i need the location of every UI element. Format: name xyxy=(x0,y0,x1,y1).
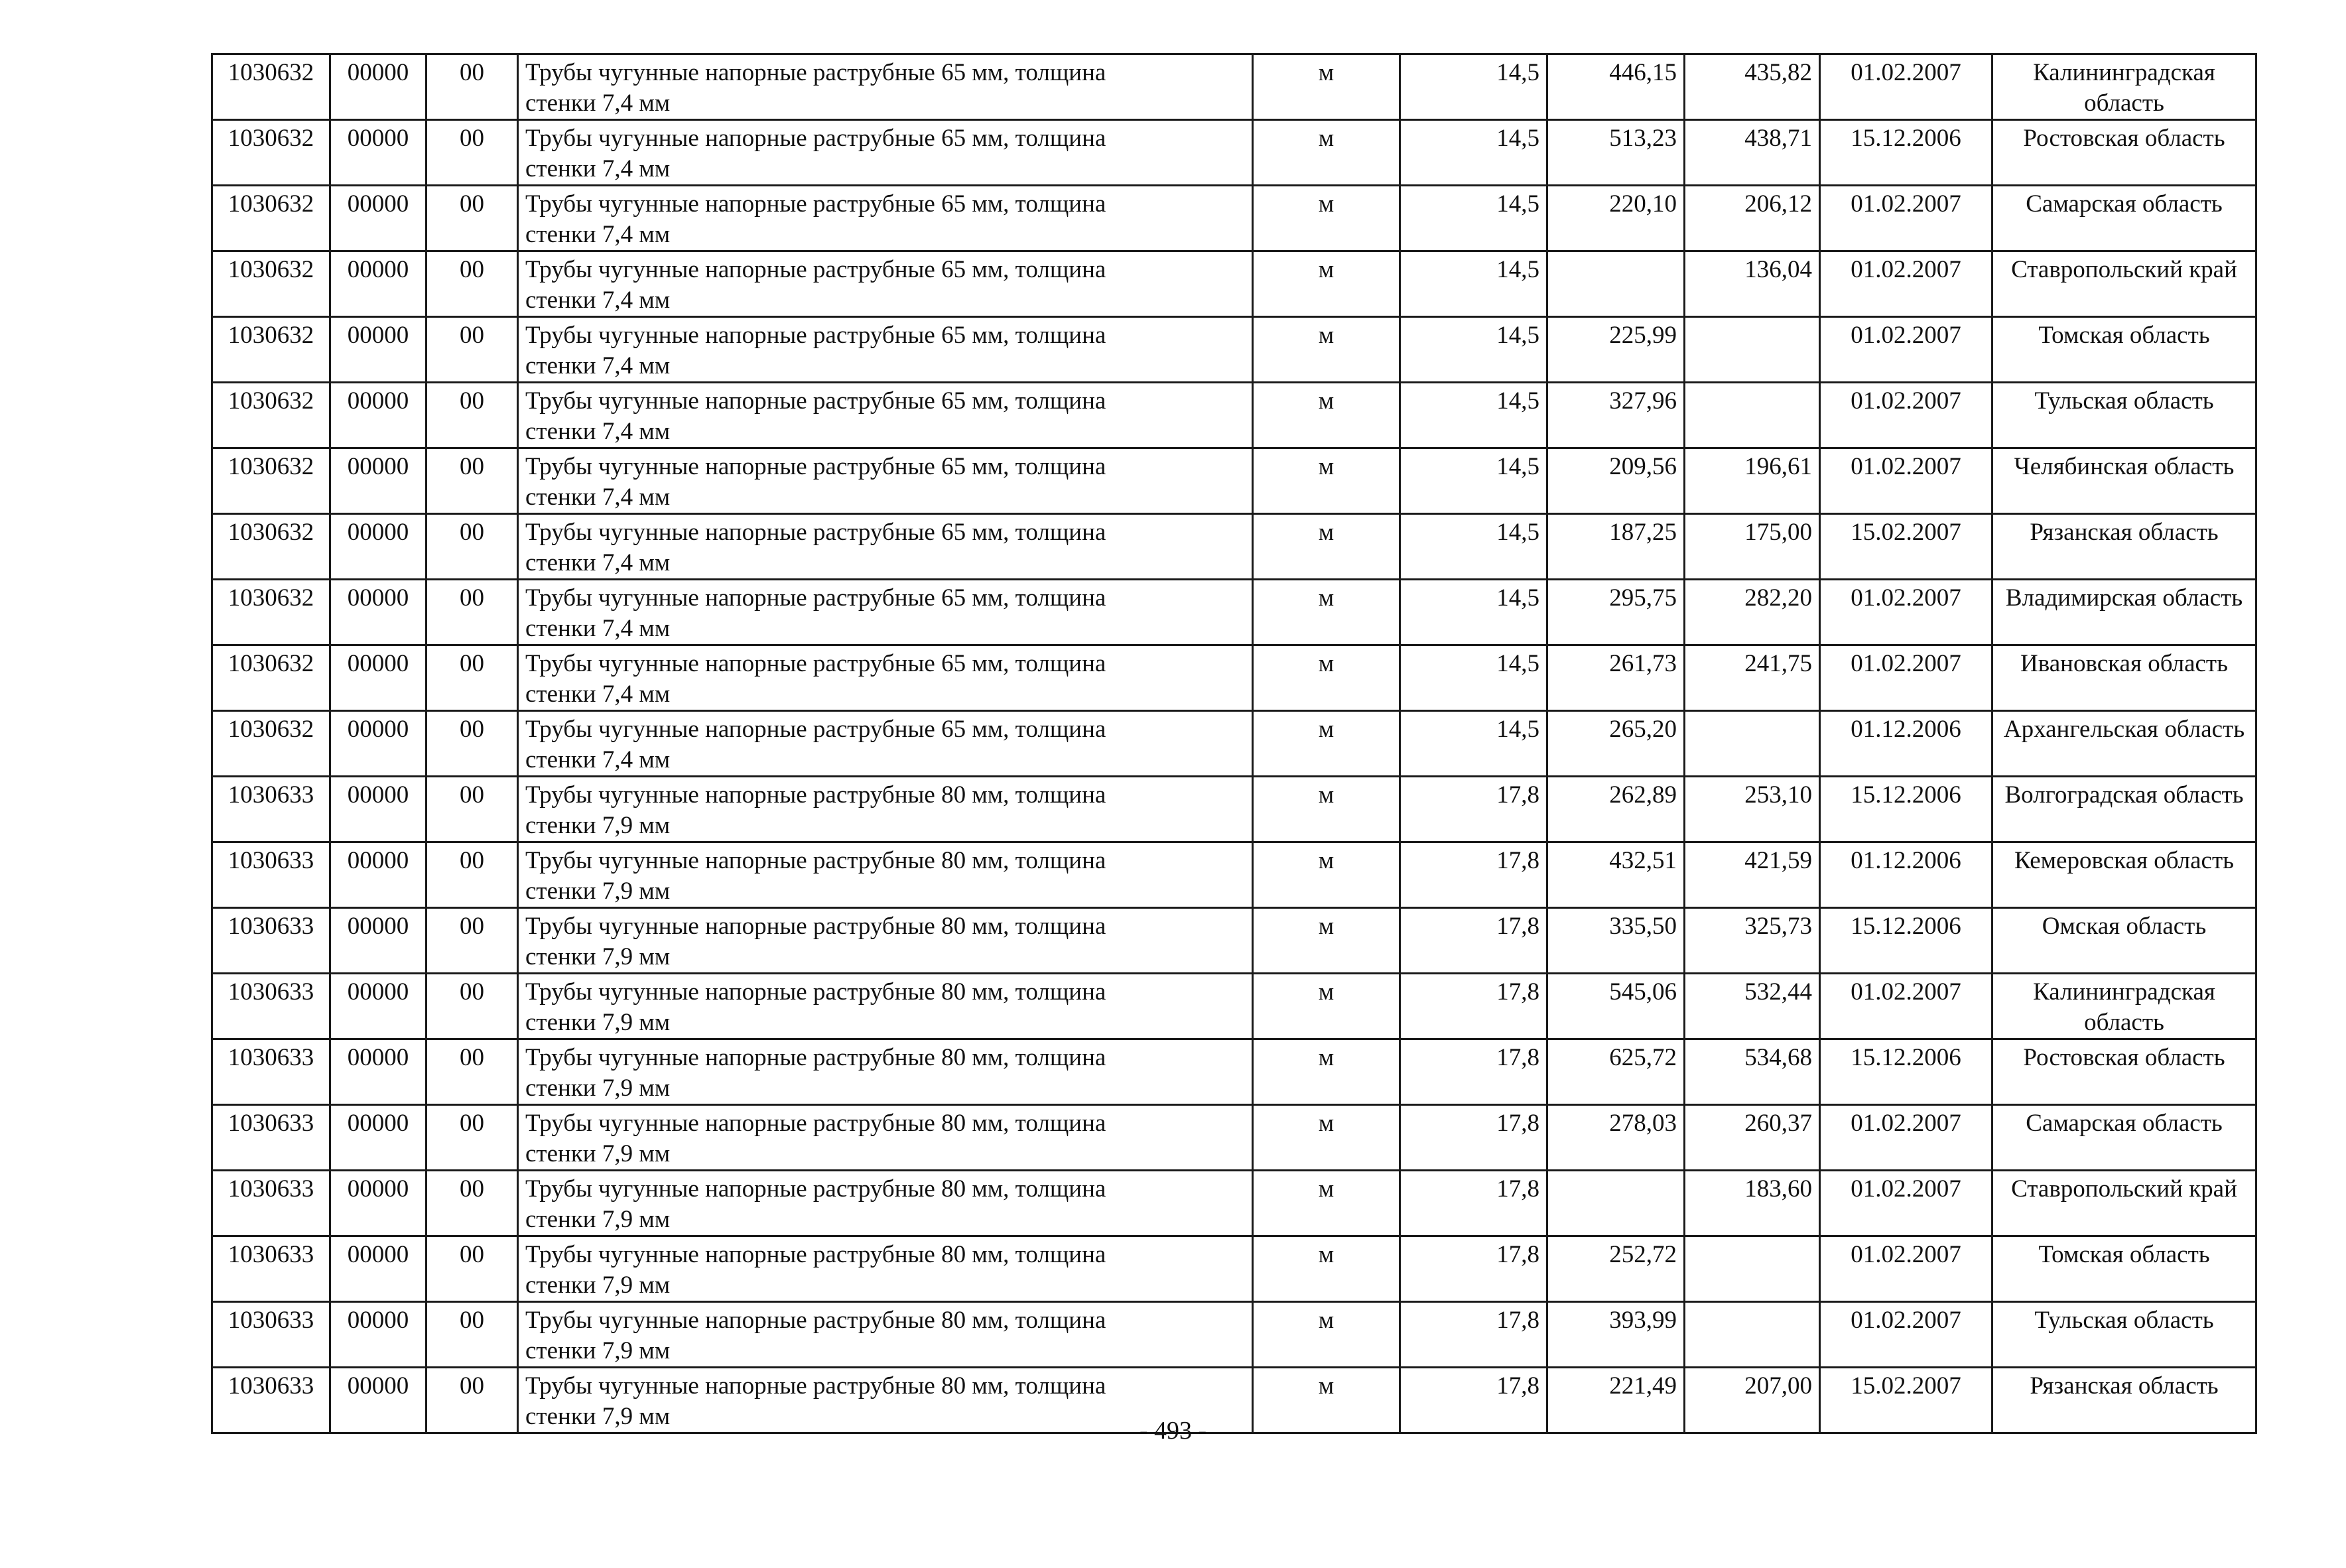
item-name-line-2: стенки 7,9 мм xyxy=(525,812,671,839)
item-name-cell xyxy=(518,1171,1253,1236)
item-name-line-2: стенки 7,9 мм xyxy=(525,878,671,905)
price-2-cell xyxy=(1685,317,1820,383)
region-cell: Омская область xyxy=(1992,908,2256,974)
item-name-line-2: стенки 7,9 мм xyxy=(525,943,671,970)
item-code-cell: 1030632 xyxy=(212,580,330,645)
item-code-cell: 1030633 xyxy=(212,974,330,1039)
price-2-cell: 196,61 xyxy=(1685,448,1820,514)
weight-cell: 17,8 xyxy=(1400,842,1547,908)
item-code-cell: 1030632 xyxy=(212,317,330,383)
item-code-cell: 1030632 xyxy=(212,711,330,777)
subcode-cell: 00000 xyxy=(330,1368,426,1433)
unit-cell: м xyxy=(1253,1171,1400,1236)
unit-cell: м xyxy=(1253,777,1400,842)
item-code-cell: 1030632 xyxy=(212,120,330,186)
unit-cell: м xyxy=(1253,120,1400,186)
region-cell: Калининградская область xyxy=(1992,974,2256,1039)
weight-cell: 14,5 xyxy=(1400,120,1547,186)
item-name-cell xyxy=(518,645,1253,711)
item-name-line-2: стенки 7,9 мм xyxy=(525,1337,671,1364)
item-name-line-2: стенки 7,4 мм xyxy=(525,418,671,445)
item-name-line-1: Трубы чугунные напорные раструбные 80 мм, толщина xyxy=(525,1044,1106,1071)
suffix-cell: 00 xyxy=(426,645,518,711)
price-1-cell: 278,03 xyxy=(1547,1105,1685,1171)
region-cell: Рязанская область xyxy=(1992,514,2256,580)
suffix-cell: 00 xyxy=(426,448,518,514)
item-name-cell xyxy=(518,514,1253,580)
suffix-cell: 00 xyxy=(426,186,518,251)
item-name-cell xyxy=(518,580,1253,645)
price-2-cell: 207,00 xyxy=(1685,1368,1820,1433)
region-cell: Ивановская область xyxy=(1992,645,2256,711)
table-row xyxy=(212,54,2256,120)
suffix-cell: 00 xyxy=(426,711,518,777)
unit-cell: м xyxy=(1253,251,1400,317)
region-cell: Тульская область xyxy=(1992,1302,2256,1368)
subcode-cell: 00000 xyxy=(330,580,426,645)
date-cell: 01.02.2007 xyxy=(1820,1171,1992,1236)
item-name-line-1: Трубы чугунные напорные раструбные 65 мм, толщина xyxy=(525,387,1106,415)
item-name-line-2: стенки 7,4 мм xyxy=(525,90,671,117)
date-cell: 01.02.2007 xyxy=(1820,1302,1992,1368)
item-code-cell: 1030632 xyxy=(212,251,330,317)
weight-cell: 14,5 xyxy=(1400,645,1547,711)
item-name-line-2: стенки 7,9 мм xyxy=(525,1075,671,1102)
date-cell: 01.02.2007 xyxy=(1820,317,1992,383)
item-name-cell xyxy=(518,317,1253,383)
region-cell: Томская область xyxy=(1992,317,2256,383)
item-code-cell: 1030632 xyxy=(212,448,330,514)
unit-cell: м xyxy=(1253,1302,1400,1368)
weight-cell: 17,8 xyxy=(1400,1105,1547,1171)
price-2-cell: 260,37 xyxy=(1685,1105,1820,1171)
table-row xyxy=(212,711,2256,777)
subcode-cell: 00000 xyxy=(330,842,426,908)
subcode-cell: 00000 xyxy=(330,1236,426,1302)
price-table xyxy=(211,53,2257,1434)
region-cell: Кемеровская область xyxy=(1992,842,2256,908)
date-cell: 01.02.2007 xyxy=(1820,448,1992,514)
price-1-cell: 327,96 xyxy=(1547,383,1685,448)
item-code-cell: 1030632 xyxy=(212,186,330,251)
price-2-cell xyxy=(1685,1236,1820,1302)
price-1-cell: 446,15 xyxy=(1547,54,1685,120)
item-name-cell xyxy=(518,1302,1253,1368)
suffix-cell: 00 xyxy=(426,842,518,908)
suffix-cell: 00 xyxy=(426,317,518,383)
unit-cell: м xyxy=(1253,1236,1400,1302)
region-cell: Волгоградская область xyxy=(1992,777,2256,842)
price-1-cell: 221,49 xyxy=(1547,1368,1685,1433)
price-2-cell xyxy=(1685,1302,1820,1368)
weight-cell: 17,8 xyxy=(1400,908,1547,974)
price-1-cell: 261,73 xyxy=(1547,645,1685,711)
region-cell: Ростовская область xyxy=(1992,120,2256,186)
date-cell: 15.12.2006 xyxy=(1820,908,1992,974)
unit-cell: м xyxy=(1253,383,1400,448)
subcode-cell: 00000 xyxy=(330,777,426,842)
date-cell: 01.02.2007 xyxy=(1820,54,1992,120)
price-1-cell: 335,50 xyxy=(1547,908,1685,974)
region-cell: Самарская область xyxy=(1992,186,2256,251)
suffix-cell: 00 xyxy=(426,908,518,974)
item-name-line-2: стенки 7,9 мм xyxy=(525,1140,671,1167)
item-name-line-1: Трубы чугунные напорные раструбные 65 мм, толщина xyxy=(525,584,1106,612)
table-row xyxy=(212,186,2256,251)
price-2-cell: 282,20 xyxy=(1685,580,1820,645)
date-cell: 01.02.2007 xyxy=(1820,1236,1992,1302)
suffix-cell: 00 xyxy=(426,1105,518,1171)
suffix-cell: 00 xyxy=(426,580,518,645)
item-code-cell: 1030633 xyxy=(212,1105,330,1171)
page-number: - 493 - xyxy=(1139,1417,1207,1445)
price-2-cell xyxy=(1685,711,1820,777)
region-cell: Челябинская область xyxy=(1992,448,2256,514)
item-code-cell: 1030633 xyxy=(212,842,330,908)
price-2-cell: 206,12 xyxy=(1685,186,1820,251)
weight-cell: 17,8 xyxy=(1400,974,1547,1039)
table-row xyxy=(212,842,2256,908)
price-2-cell xyxy=(1685,383,1820,448)
date-cell: 01.02.2007 xyxy=(1820,1105,1992,1171)
item-name-line-2: стенки 7,4 мм xyxy=(525,615,671,642)
suffix-cell: 00 xyxy=(426,1302,518,1368)
item-name-line-1: Трубы чугунные напорные раструбные 80 мм, толщина xyxy=(525,978,1106,1006)
region-cell: Ростовская область xyxy=(1992,1039,2256,1105)
suffix-cell: 00 xyxy=(426,1039,518,1105)
item-code-cell: 1030633 xyxy=(212,908,330,974)
table-row xyxy=(212,580,2256,645)
item-name-line-1: Трубы чугунные напорные раструбные 80 мм, толщина xyxy=(525,913,1106,940)
price-1-cell: 252,72 xyxy=(1547,1236,1685,1302)
table-row xyxy=(212,383,2256,448)
item-name-cell xyxy=(518,777,1253,842)
table-row xyxy=(212,514,2256,580)
price-1-cell: 187,25 xyxy=(1547,514,1685,580)
item-name-line-2: стенки 7,9 мм xyxy=(525,1009,671,1036)
unit-cell: м xyxy=(1253,448,1400,514)
price-1-cell: 295,75 xyxy=(1547,580,1685,645)
table-body xyxy=(212,54,2256,1433)
unit-cell: м xyxy=(1253,317,1400,383)
date-cell: 01.02.2007 xyxy=(1820,580,1992,645)
price-2-cell: 241,75 xyxy=(1685,645,1820,711)
region-cell: Владимирская область xyxy=(1992,580,2256,645)
table-row xyxy=(212,777,2256,842)
subcode-cell: 00000 xyxy=(330,54,426,120)
suffix-cell: 00 xyxy=(426,251,518,317)
date-cell: 01.02.2007 xyxy=(1820,383,1992,448)
weight-cell: 14,5 xyxy=(1400,580,1547,645)
subcode-cell: 00000 xyxy=(330,514,426,580)
price-2-cell: 136,04 xyxy=(1685,251,1820,317)
unit-cell: м xyxy=(1253,908,1400,974)
table-row xyxy=(212,120,2256,186)
date-cell: 15.02.2007 xyxy=(1820,1368,1992,1433)
price-1-cell: 225,99 xyxy=(1547,317,1685,383)
price-1-cell: 209,56 xyxy=(1547,448,1685,514)
date-cell: 01.02.2007 xyxy=(1820,645,1992,711)
price-2-cell: 325,73 xyxy=(1685,908,1820,974)
item-name-line-1: Трубы чугунные напорные раструбные 65 мм, толщина xyxy=(525,716,1106,743)
weight-cell: 17,8 xyxy=(1400,1368,1547,1433)
price-1-cell: 220,10 xyxy=(1547,186,1685,251)
unit-cell: м xyxy=(1253,645,1400,711)
item-name-cell xyxy=(518,1105,1253,1171)
region-cell: Рязанская область xyxy=(1992,1368,2256,1433)
item-code-cell: 1030633 xyxy=(212,1236,330,1302)
price-1-cell: 393,99 xyxy=(1547,1302,1685,1368)
table-row xyxy=(212,448,2256,514)
weight-cell: 14,5 xyxy=(1400,448,1547,514)
region-cell: Архангельская область xyxy=(1992,711,2256,777)
subcode-cell: 00000 xyxy=(330,711,426,777)
date-cell: 01.12.2006 xyxy=(1820,842,1992,908)
table-row xyxy=(212,1039,2256,1105)
date-cell: 01.12.2006 xyxy=(1820,711,1992,777)
item-name-line-1: Трубы чугунные напорные раструбные 80 мм, толщина xyxy=(525,1241,1106,1268)
item-name-cell xyxy=(518,842,1253,908)
item-code-cell: 1030633 xyxy=(212,777,330,842)
subcode-cell: 00000 xyxy=(330,1171,426,1236)
price-2-cell: 438,71 xyxy=(1685,120,1820,186)
item-name-cell xyxy=(518,974,1253,1039)
weight-cell: 17,8 xyxy=(1400,1236,1547,1302)
item-name-line-1: Трубы чугунные напорные раструбные 80 мм, толщина xyxy=(525,781,1106,809)
suffix-cell: 00 xyxy=(426,54,518,120)
price-1-cell: 265,20 xyxy=(1547,711,1685,777)
item-name-line-2: стенки 7,4 мм xyxy=(525,681,671,708)
unit-cell: м xyxy=(1253,1105,1400,1171)
date-cell: 01.02.2007 xyxy=(1820,186,1992,251)
item-name-line-2: стенки 7,4 мм xyxy=(525,746,671,773)
suffix-cell: 00 xyxy=(426,777,518,842)
item-name-line-1: Трубы чугунные напорные раструбные 80 мм, толщина xyxy=(525,1175,1106,1203)
unit-cell: м xyxy=(1253,1039,1400,1105)
item-name-line-1: Трубы чугунные напорные раструбные 65 мм, толщина xyxy=(525,519,1106,546)
item-name-cell xyxy=(518,908,1253,974)
date-cell: 15.12.2006 xyxy=(1820,777,1992,842)
price-1-cell: 513,23 xyxy=(1547,120,1685,186)
item-code-cell: 1030633 xyxy=(212,1368,330,1433)
region-cell: Самарская область xyxy=(1992,1105,2256,1171)
item-name-line-1: Трубы чугунные напорные раструбные 65 мм, толщина xyxy=(525,453,1106,480)
subcode-cell: 00000 xyxy=(330,974,426,1039)
item-code-cell: 1030632 xyxy=(212,383,330,448)
item-name-cell xyxy=(518,711,1253,777)
weight-cell: 14,5 xyxy=(1400,514,1547,580)
weight-cell: 14,5 xyxy=(1400,54,1547,120)
suffix-cell: 00 xyxy=(426,120,518,186)
weight-cell: 14,5 xyxy=(1400,317,1547,383)
price-2-cell: 175,00 xyxy=(1685,514,1820,580)
item-name-cell xyxy=(518,1039,1253,1105)
date-cell: 15.02.2007 xyxy=(1820,514,1992,580)
subcode-cell: 00000 xyxy=(330,1302,426,1368)
item-name-cell xyxy=(518,186,1253,251)
weight-cell: 14,5 xyxy=(1400,251,1547,317)
unit-cell: м xyxy=(1253,186,1400,251)
weight-cell: 14,5 xyxy=(1400,711,1547,777)
item-name-cell xyxy=(518,54,1253,120)
unit-cell: м xyxy=(1253,711,1400,777)
price-1-cell xyxy=(1547,251,1685,317)
table-row xyxy=(212,251,2256,317)
subcode-cell: 00000 xyxy=(330,317,426,383)
item-name-line-1: Трубы чугунные напорные раструбные 80 мм, толщина xyxy=(525,1372,1106,1400)
date-cell: 15.12.2006 xyxy=(1820,120,1992,186)
item-name-line-2: стенки 7,9 мм xyxy=(525,1403,671,1430)
price-1-cell xyxy=(1547,1171,1685,1236)
subcode-cell: 00000 xyxy=(330,1039,426,1105)
item-code-cell: 1030633 xyxy=(212,1171,330,1236)
item-name-line-2: стенки 7,4 мм xyxy=(525,287,671,314)
price-1-cell: 262,89 xyxy=(1547,777,1685,842)
item-code-cell: 1030632 xyxy=(212,645,330,711)
weight-cell: 14,5 xyxy=(1400,186,1547,251)
subcode-cell: 00000 xyxy=(330,448,426,514)
item-name-line-1: Трубы чугунные напорные раструбные 80 мм, толщина xyxy=(525,847,1106,874)
table-row xyxy=(212,974,2256,1039)
item-name-line-1: Трубы чугунные напорные раструбные 65 мм, толщина xyxy=(525,256,1106,283)
region-cell: Калининградская область xyxy=(1992,54,2256,120)
subcode-cell: 00000 xyxy=(330,120,426,186)
unit-cell: м xyxy=(1253,54,1400,120)
unit-cell: м xyxy=(1253,974,1400,1039)
item-name-cell xyxy=(518,120,1253,186)
price-2-cell: 532,44 xyxy=(1685,974,1820,1039)
item-name-line-2: стенки 7,4 мм xyxy=(525,155,671,182)
price-2-cell: 534,68 xyxy=(1685,1039,1820,1105)
item-code-cell: 1030632 xyxy=(212,54,330,120)
suffix-cell: 00 xyxy=(426,383,518,448)
price-1-cell: 432,51 xyxy=(1547,842,1685,908)
price-1-cell: 545,06 xyxy=(1547,974,1685,1039)
price-2-cell: 183,60 xyxy=(1685,1171,1820,1236)
unit-cell: м xyxy=(1253,1368,1400,1433)
suffix-cell: 00 xyxy=(426,1236,518,1302)
item-name-line-1: Трубы чугунные напорные раструбные 65 мм, толщина xyxy=(525,190,1106,218)
item-name-line-2: стенки 7,9 мм xyxy=(525,1272,671,1299)
item-name-cell xyxy=(518,383,1253,448)
item-code-cell: 1030633 xyxy=(212,1302,330,1368)
weight-cell: 17,8 xyxy=(1400,777,1547,842)
suffix-cell: 00 xyxy=(426,1171,518,1236)
table-row xyxy=(212,1171,2256,1236)
item-name-line-1: Трубы чугунные напорные раструбные 80 мм, толщина xyxy=(525,1110,1106,1137)
subcode-cell: 00000 xyxy=(330,186,426,251)
table-row xyxy=(212,645,2256,711)
subcode-cell: 00000 xyxy=(330,1105,426,1171)
item-code-cell: 1030632 xyxy=(212,514,330,580)
subcode-cell: 00000 xyxy=(330,251,426,317)
item-name-cell xyxy=(518,448,1253,514)
item-code-cell: 1030633 xyxy=(212,1039,330,1105)
table-row xyxy=(212,1302,2256,1368)
item-name-line-1: Трубы чугунные напорные раструбные 65 мм, толщина xyxy=(525,650,1106,677)
item-name-line-1: Трубы чугунные напорные раструбные 65 мм, толщина xyxy=(525,322,1106,349)
item-name-line-2: стенки 7,4 мм xyxy=(525,549,671,576)
unit-cell: м xyxy=(1253,580,1400,645)
item-name-line-2: стенки 7,4 мм xyxy=(525,352,671,379)
region-cell: Тульская область xyxy=(1992,383,2256,448)
item-name-cell xyxy=(518,1236,1253,1302)
price-2-cell: 421,59 xyxy=(1685,842,1820,908)
weight-cell: 17,8 xyxy=(1400,1171,1547,1236)
table-row xyxy=(212,908,2256,974)
subcode-cell: 00000 xyxy=(330,908,426,974)
weight-cell: 17,8 xyxy=(1400,1302,1547,1368)
price-2-cell: 435,82 xyxy=(1685,54,1820,120)
suffix-cell: 00 xyxy=(426,514,518,580)
table-row xyxy=(212,1236,2256,1302)
suffix-cell: 00 xyxy=(426,974,518,1039)
region-cell: Томская область xyxy=(1992,1236,2256,1302)
unit-cell: м xyxy=(1253,514,1400,580)
item-name-line-2: стенки 7,4 мм xyxy=(525,221,671,248)
date-cell: 15.12.2006 xyxy=(1820,1039,1992,1105)
date-cell: 01.02.2007 xyxy=(1820,974,1992,1039)
suffix-cell: 00 xyxy=(426,1368,518,1433)
subcode-cell: 00000 xyxy=(330,645,426,711)
subcode-cell: 00000 xyxy=(330,383,426,448)
table-row xyxy=(212,317,2256,383)
item-name-line-2: стенки 7,4 мм xyxy=(525,484,671,511)
weight-cell: 14,5 xyxy=(1400,383,1547,448)
item-name-line-1: Трубы чугунные напорные раструбные 65 мм, толщина xyxy=(525,59,1106,86)
date-cell: 01.02.2007 xyxy=(1820,251,1992,317)
unit-cell: м xyxy=(1253,842,1400,908)
table-row xyxy=(212,1105,2256,1171)
item-name-line-1: Трубы чугунные напорные раструбные 65 мм, толщина xyxy=(525,125,1106,152)
region-cell: Ставропольский край xyxy=(1992,251,2256,317)
price-2-cell: 253,10 xyxy=(1685,777,1820,842)
item-name-cell xyxy=(518,251,1253,317)
item-name-line-1: Трубы чугунные напорные раструбные 80 мм, толщина xyxy=(525,1307,1106,1334)
price-1-cell: 625,72 xyxy=(1547,1039,1685,1105)
weight-cell: 17,8 xyxy=(1400,1039,1547,1105)
item-name-line-2: стенки 7,9 мм xyxy=(525,1206,671,1233)
region-cell: Ставропольский край xyxy=(1992,1171,2256,1236)
